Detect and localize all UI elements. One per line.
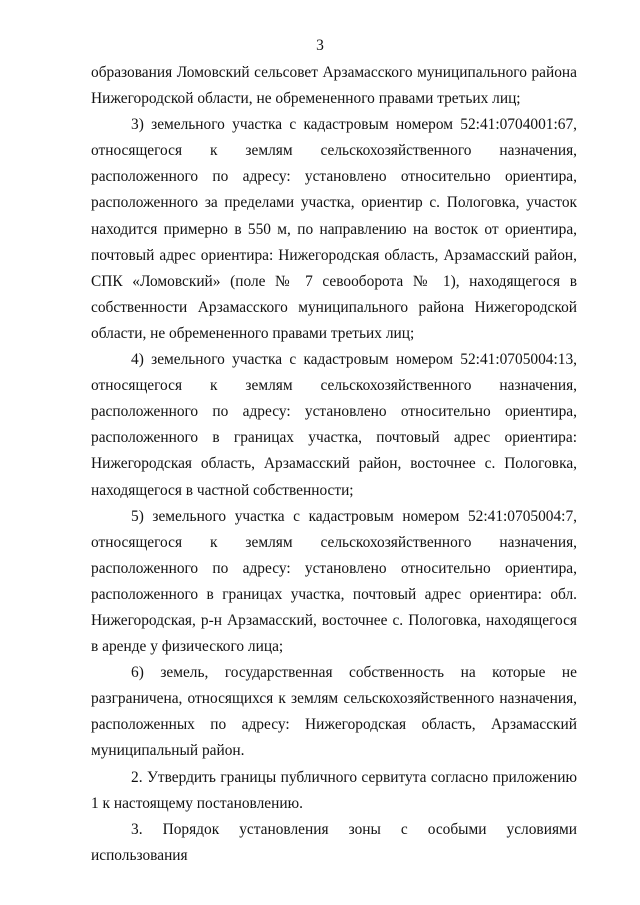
- paragraph-item-5: 5) земельного участка с кадастровым номером 52:41:0705004:7, относящегося к землям сельскохозяйственного назначения, расположенного по адресу: установлено относительно ориентира, расположенного в границах участка, почтовый адрес ориентира: обл. Нижегородская, р-н Арзамасский, восточнее с. Пологовка, находящегося в аренде у физического лица;: [91, 507, 577, 656]
- page-number: 3: [316, 37, 324, 54]
- document-body: [91, 60, 577, 869]
- paragraph-item-6: 6) земель, государственная собственность на которые не разграничена, относящихся к землям сельскохозяйственного назначения, расположенных по адресу: Нижегородская область, Арзамасский муниципальный район.: [91, 664, 577, 760]
- paragraph-clause-2: 2. Утвердить границы публичного сервитута согласно приложению 1 к настоящему постановлению.: [91, 768, 577, 812]
- paragraph-clause-3: 3. Порядок установления зоны с особыми условиями использования: [91, 820, 577, 864]
- paragraph-continuation: образования Ломовский сельсовет Арзамасского муниципального района Нижегородской области, не обремененного правами третьих лиц;: [91, 64, 577, 108]
- paragraph-item-3: 3) земельного участка с кадастровым номером 52:41:0704001:67, относящегося к землям сельскохозяйственного назначения, расположенного по адресу: установлено относительно ориентира, расположенного за пределами участка, ориентир с. Пологовка, участок находится примерно в 550 м, по направлению на восток от ориентира, почтовый адрес ориентира: Нижегородская область, Арзамасский район, СПК «Ломовский» (поле № 7 севооборота № 1), находящегося в собственности Арзамасского муниципального района Нижегородской области, не обремененного правами третьих лиц;: [91, 116, 577, 342]
- paragraph-item-4: 4) земельного участка с кадастровым номером 52:41:0705004:13, относящегося к землям сельскохозяйственного назначения, расположенного по адресу: установлено относительно ориентира, расположенного в границах участка, почтовый адрес ориентира: Нижегородская область, Арзамасский район, восточнее с. Пологовка, находящегося в частной собственности;: [91, 351, 577, 499]
